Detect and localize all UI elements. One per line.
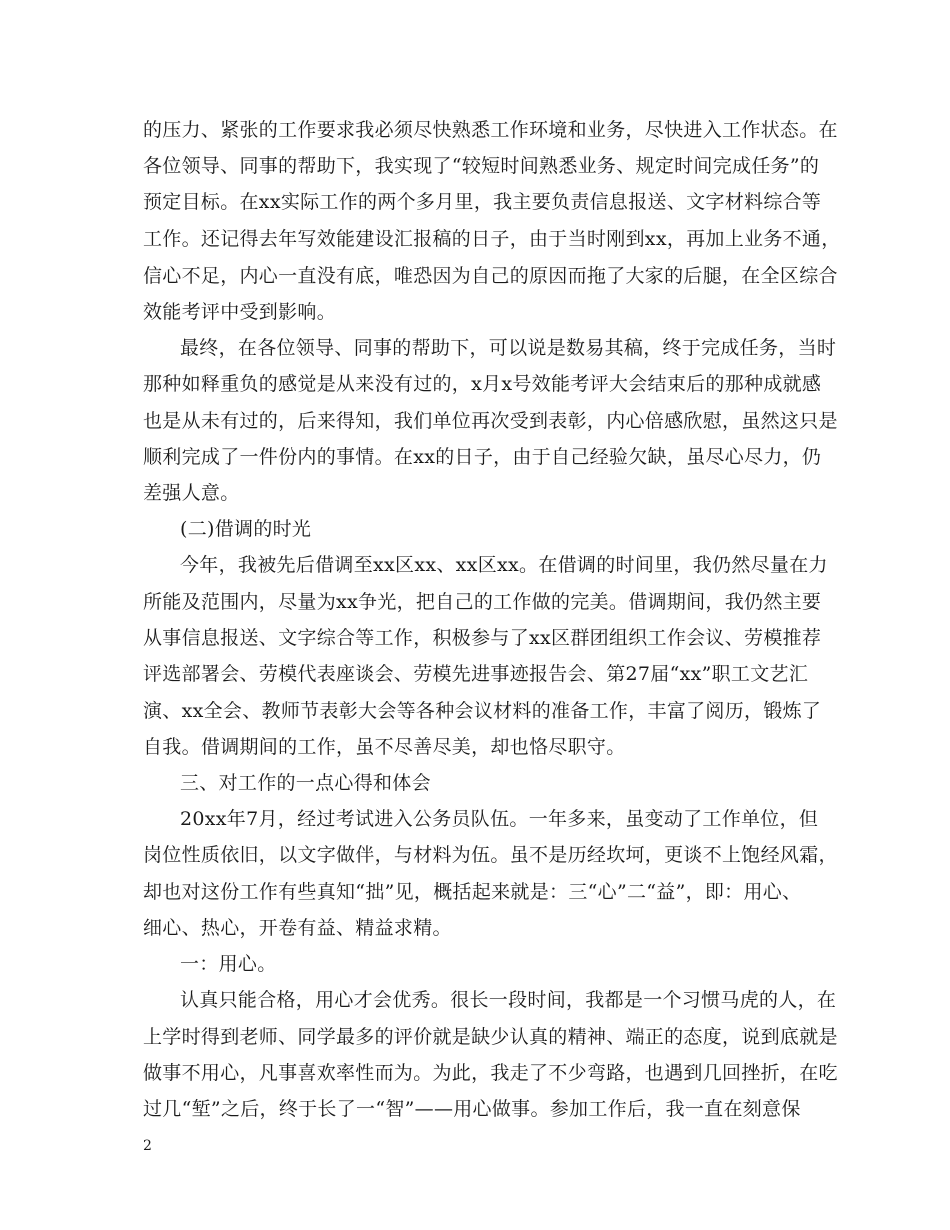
text-line: 的压力、紧张的工作要求我必须尽快熟悉工作环境和业务，尽快进入工作状态。在 [143,119,838,141]
text-line: 也是从未有过的，后来得知，我们单位再次受到表彰，内心倍感欣慰，虽然这只是 [143,410,838,432]
text-line: 各位领导、同事的帮助下，我实现了“较短时间熟悉业务、规定时间完成任务”的 [143,155,820,177]
page-number: 2 [143,1138,152,1154]
text-line: 最终，在各位领导、同事的帮助下，可以说是数易其稿，终于完成任务，当时 [180,337,837,359]
text-line: 做事不用心，凡事喜欢率性而为。为此，我走了不少弯路，也遇到几回挫折，在吃 [143,1062,838,1084]
text-line: 细心、热心，开卷有益、精益求精。 [143,917,452,939]
section-heading: 一：用心。 [180,953,277,975]
text-line: 演、xx全会、教师节表彰大会等各种会议材料的准备工作，丰富了阅历，锻炼了 [143,700,822,722]
text-line: 上学时得到老师、同学最多的评价就是缺少认真的精神、端正的态度，说到底就是 [143,1026,838,1048]
text-line: 预定目标。在xx实际工作的两个多月里，我主要负责信息报送、文字材料综合等 [143,191,822,213]
text-line: 所能及范围内，尽量为xx争光，把自己的工作做的完美。借调期间，我仍然主要 [143,591,822,613]
text-line: 差强人意。 [143,482,240,504]
text-line: 自我。借调期间的工作，虽不尽善尽美，却也恪尽职守。 [143,736,626,758]
text-line: 从事信息报送、文字综合等工作，积极参与了xx区群团组织工作会议、劳模推荐 [143,627,822,649]
text-line: 20xx年7月，经过考试进入公务员队伍。一年多来，虽变动了工作单位，但 [180,808,819,830]
text-line: 评选部署会、劳模代表座谈会、劳模先进事迹报告会、第27届“xx”职工文艺汇 [143,663,809,685]
text-line: 效能考评中受到影响。 [143,301,337,323]
text-line: 那种如释重负的感觉是从来没有过的，x月x号效能考评大会结束后的那种成就感 [143,373,822,395]
section-heading: 三、对工作的一点心得和体会 [180,772,431,794]
text-line: 岗位性质依旧，以文字做伴，与材料为伍。虽不是历经坎坷，更谈不上饱经风霜， [143,844,838,866]
text-line: 顺利完成了一件份内的事情。在xx的日子，由于自己经验欠缺，虽尽心尽力，仍 [143,446,822,468]
text-line: 认真只能合格，用心才会优秀。很长一段时间，我都是一个习惯马虎的人，在 [180,989,837,1011]
text-line: 过几“堑”之后，终于长了一“智”——用心做事。参加工作后，我一直在刻意保 [143,1098,801,1120]
text-line: 今年，我被先后借调至xx区xx、xx区xx。在借调的时间里，我仍然尽量在力 [180,554,828,576]
text-line: 工作。还记得去年写效能建设汇报稿的日子，由于当时刚到xx，再加上业务不通， [143,228,841,250]
text-line: 却也对这份工作有些真知“拙”见，概括起来就是：三“心”二“益”，即：用心、 [143,881,802,903]
section-heading: (二)借调的时光 [180,518,312,540]
text-line: 信心不足，内心一直没有底，唯恐因为自己的原因而拖了大家的后腿，在全区综合 [143,265,838,287]
